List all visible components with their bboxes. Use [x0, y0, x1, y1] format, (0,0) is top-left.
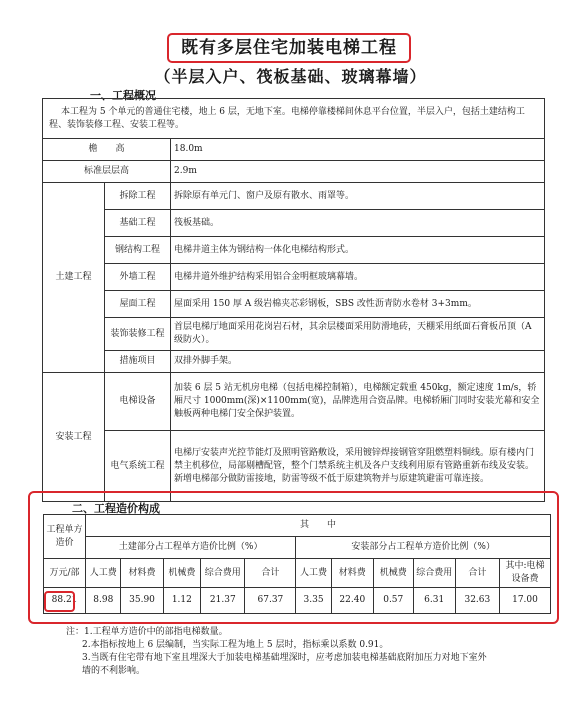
civil-item-name: 基础工程 — [105, 210, 171, 237]
civil-works-label: 土建工程 — [43, 183, 105, 373]
civil-group-header: 土建部分占工程单方造价比例（%） — [86, 537, 296, 559]
install-group-header: 安装部分占工程单方造价比例（%） — [296, 537, 551, 559]
install-col-header: 其中:电梯设备费 — [500, 559, 551, 588]
row-label-floor-height: 标准层层高 — [43, 161, 171, 183]
page-title: 既有多层住宅加装电梯工程 — [167, 33, 411, 63]
note-line: 3.当既有住宅带有地下室且埋深大于加装电梯基础埋深时，应考虑加装电梯基础底附加压力对地下室外 — [82, 653, 487, 663]
civil-col-header: 综合费用 — [201, 559, 245, 588]
cost-table — [43, 514, 551, 614]
page-subtitle: （半层入户、筏板基础、玻璃幕墙） — [154, 67, 427, 86]
civil-item-name: 拆除工程 — [105, 183, 171, 210]
install-works-label: 安装工程 — [43, 373, 105, 502]
civil-item-desc: 首层电梯厅地面采用花岗岩石材，其余层楼面采用防滑地砖，天棚采用纸面石膏板吊顶（A 级防火）。 — [171, 318, 545, 351]
unit-cost-highlight — [44, 591, 75, 612]
civil-col-header: 机械费 — [163, 559, 201, 588]
install-item-name: 电梯设备 — [105, 373, 171, 431]
civil-col-header: 材料费 — [121, 559, 163, 588]
civil-item-desc: 屋面采用 150 厚 A 级岩棉夹芯彩钢板，SBS 改性沥青防水卷材 3+3mm。 — [171, 291, 545, 318]
civil-item-name: 装饰装修工程 — [105, 318, 171, 351]
install-value: 0.57 — [373, 588, 413, 614]
civil-item-name: 措施项目 — [105, 351, 171, 373]
note-line: 墙的不利影响。 — [82, 666, 146, 676]
civil-item-desc: 筏板基础。 — [171, 210, 545, 237]
install-col-header: 合计 — [455, 559, 499, 588]
civil-item-name: 外墙工程 — [105, 264, 171, 291]
install-item-desc: 加装 6 层 5 站无机房电梯（包括电梯控制箱），电梯额定载重 450kg，额定速度 1m/s，轿厢尺寸 1000mm(深)×1100mm(宽)，品牌选用合资品牌。电梯轿厢门同时安装光幕和安全触板两种电梯门安全保护装置。 — [171, 373, 545, 431]
install-item-desc: 电梯厅安装声光控节能灯及照明管路敷设，采用镀锌焊接钢管穿阻燃塑料铜线。原有楼内门禁主机移位，局部剔槽配管，整个门禁系统主机及各户支线利用原有管路重新布线及安装。新增电梯部分做防雷接地，防雷等级不低于原建筑物并与原建筑避雷可靠连接。 — [171, 431, 545, 502]
install-value: 32.63 — [455, 588, 499, 614]
overview-table — [42, 98, 545, 502]
install-col-header: 综合费用 — [413, 559, 455, 588]
note-line: 2.本指标按地上 6 层编制，当实际工程为地上 5 层时，指标乘以系数 0.91。 — [82, 640, 389, 650]
civil-item-desc: 双排外脚手架。 — [171, 351, 545, 373]
unit-cost-header: 工程单方造价 — [44, 515, 86, 559]
civil-value: 35.90 — [121, 588, 163, 614]
install-col-header: 材料费 — [331, 559, 373, 588]
section-heading-cost: 二、工程造价构成 — [72, 502, 160, 515]
civil-item-name: 钢结构工程 — [105, 237, 171, 264]
of-which-header: 其 中 — [86, 515, 551, 537]
install-col-header: 机械费 — [373, 559, 413, 588]
install-col-header: 人工费 — [296, 559, 331, 588]
unit-header: 万元/部 — [44, 559, 86, 588]
note-line: 注：1.工程单方造价中的部指电梯数量。 — [66, 627, 228, 637]
row-value-floor-height: 2.9m — [171, 161, 545, 183]
civil-col-header: 合计 — [245, 559, 296, 588]
civil-item-desc: 电梯井道主体为钢结构一体化电梯结构形式。 — [171, 237, 545, 264]
install-value: 17.00 — [500, 588, 551, 614]
overview-intro: 本工程为 5 个单元的普通住宅楼，地上 6 层，无地下室。电梯停靠楼梯间休息平台位置，半层入户，包括土建结构工程、装饰装修工程、安装工程等。 — [43, 99, 545, 139]
civil-item-desc: 电梯井道外维护结构采用铝合金明框玻璃幕墙。 — [171, 264, 545, 291]
civil-value: 1.12 — [163, 588, 201, 614]
section-heading-overview: 一、工程概况 — [90, 89, 156, 102]
notes — [66, 626, 536, 678]
civil-col-header: 人工费 — [86, 559, 121, 588]
install-item-name: 电气系统工程 — [105, 431, 171, 502]
civil-item-desc: 拆除原有单元门、窗户及原有散水、雨罩等。 — [171, 183, 545, 210]
row-value-eave-height: 18.0m — [171, 139, 545, 161]
civil-item-name: 屋面工程 — [105, 291, 171, 318]
civil-value: 21.37 — [201, 588, 245, 614]
unit-cost-value: 88.21 — [44, 588, 86, 614]
row-label-eave-height: 檐 高 — [43, 139, 171, 161]
civil-value: 8.98 — [86, 588, 121, 614]
install-value: 3.35 — [296, 588, 331, 614]
install-value: 6.31 — [413, 588, 455, 614]
civil-value: 67.37 — [245, 588, 296, 614]
install-value: 22.40 — [331, 588, 373, 614]
